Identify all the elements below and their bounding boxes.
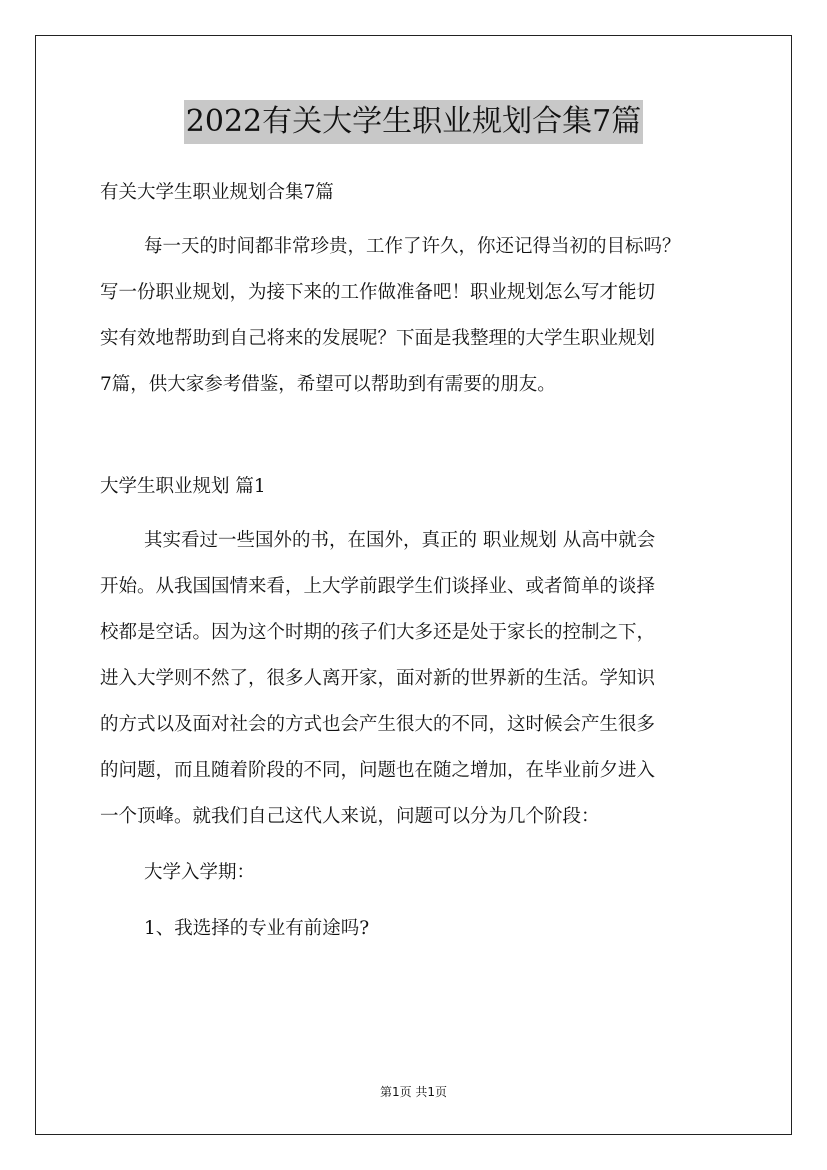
- document-subtitle: 有关大学生职业规划合集7篇: [100, 182, 334, 203]
- intro-line-4: 7篇，供大家参考借鉴，希望可以帮助到有需要的朋友。: [100, 374, 556, 395]
- stage-heading: 大学入学期：: [144, 862, 256, 883]
- title-container: [0, 100, 827, 144]
- section-line-4: 进入大学则不然了，很多人离开家，面对新的世界新的生活。学知识: [100, 668, 656, 689]
- page-footer: 第1页 共1页: [379, 1085, 448, 1099]
- section-line-7: 一个顶峰。就我们自己这代人来说，问题可以分为几个阶段：: [100, 806, 600, 827]
- intro-line-1: 每一天的时间都非常珍贵，工作了许久，你还记得当初的目标吗？: [144, 236, 681, 257]
- intro-line-2: 写一份职业规划，为接下来的工作做准备吧！职业规划怎么写才能切: [100, 282, 656, 303]
- paragraph-gap: [100, 408, 732, 464]
- section-line-1: 其实看过一些国外的书，在国外，真正的 职业规划 从高中就会: [144, 530, 656, 551]
- section-title: 大学生职业规划 篇1: [100, 476, 266, 497]
- document-body: [100, 170, 732, 952]
- section-line-2: 开始。从我国国情来看，上大学前跟学生们谈择业、或者简单的谈择: [100, 576, 656, 597]
- section-line-5: 的方式以及面对社会的方式也会产生很大的不同，这时候会产生很多: [100, 714, 656, 735]
- document-title: 2022有关大学生职业规划合集7篇: [184, 100, 643, 144]
- section-line-6: 的问题，而且随着阶段的不同，问题也在随之增加，在毕业前夕进入: [100, 760, 656, 781]
- question-item-1: 1、我选择的专业有前途吗?: [144, 918, 370, 939]
- intro-line-3: 实有效地帮助到自己将来的发展呢？下面是我整理的大学生职业规划: [100, 328, 656, 349]
- section-line-3: 校都是空话。因为这个时期的孩子们大多还是处于家长的控制之下，: [100, 622, 656, 643]
